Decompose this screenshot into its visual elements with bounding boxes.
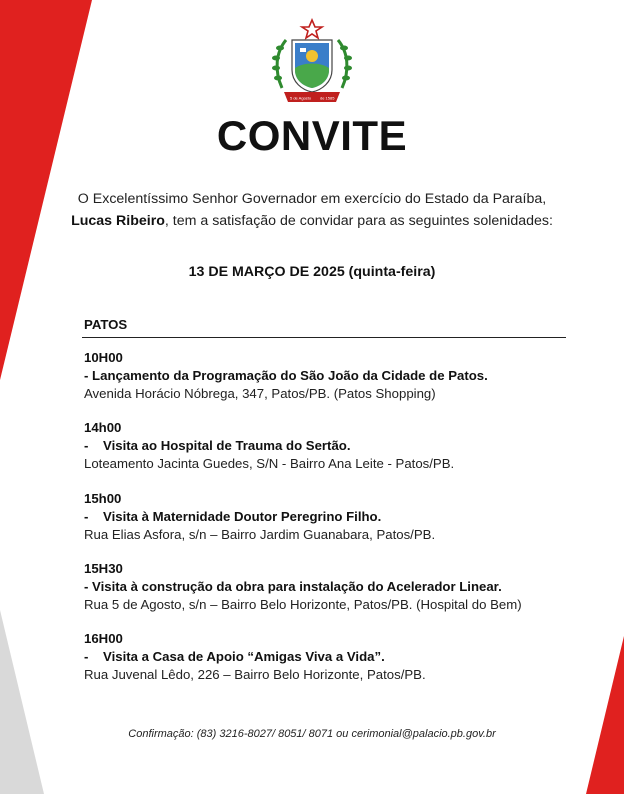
intro-paragraph (60, 188, 564, 232)
event-time: 15h00 (84, 491, 122, 506)
event-address: Avenida Horácio Nóbrega, 347, Patos/PB. (Patos Shopping) (84, 386, 436, 401)
rsvp-footer: Confirmação: (83) 3216-8027/ 8051/ 8071 ou cerimonial@palacio.pb.gov.br (128, 728, 496, 740)
event-time: 14h00 (84, 420, 122, 435)
bottom-left-gray-triangle (0, 610, 44, 794)
state-coat-of-arms-icon (264, 18, 360, 108)
event-title: - Visita a Casa de Apoio “Amigas Viva a Vida”. (84, 649, 385, 664)
event-date: 13 DE MARÇO DE 2025 (quinta-feira) (188, 264, 436, 280)
event-time: 10H00 (84, 350, 123, 365)
event-title: - Visita ao Hospital de Trauma do Sertão. (84, 438, 351, 453)
event-time: 16H00 (84, 631, 123, 646)
event-item (84, 419, 584, 473)
governor-name: Lucas Ribeiro (71, 213, 165, 229)
intro-line-1: O Excelentíssimo Senhor Governador em exercício do Estado da Paraíba, (77, 191, 547, 207)
bottom-right-red-triangle (586, 636, 624, 794)
intro-line-2 (60, 210, 564, 232)
section-divider (82, 337, 566, 338)
event-time: 15H30 (84, 561, 123, 576)
event-address: Rua Elias Asfora, s/n – Bairro Jardim Guanabara, Patos/PB. (84, 527, 436, 542)
city-heading: PATOS (84, 317, 128, 332)
crest-ribbon-left: 5 de Agosto (290, 95, 312, 101)
event-item (84, 349, 584, 403)
page-title: CONVITE (216, 112, 408, 159)
intro-line-2-rest: , tem a satisfação de convidar para as seguintes solenidades: (164, 213, 553, 229)
crest-ribbon-right: de 1585 (320, 95, 335, 101)
event-title: - Visita à Maternidade Doutor Peregrino Filho. (84, 509, 382, 524)
event-address: Loteamento Jacinta Guedes, S/N - Bairro Ana Leite - Patos/PB. (84, 456, 455, 471)
event-address: Rua 5 de Agosto, s/n – Bairro Belo Horizonte, Patos/PB. (Hospital do Bem) (84, 597, 522, 612)
event-item (84, 560, 584, 614)
event-item (84, 490, 584, 544)
event-address: Rua Juvenal Lêdo, 226 – Bairro Belo Horizonte, Patos/PB. (84, 667, 426, 682)
event-title: - Lançamento da Programação do São João da Cidade de Patos. (84, 368, 488, 383)
event-title: - Visita à construção da obra para instalação do Acelerador Linear. (84, 579, 502, 594)
event-item (84, 630, 584, 684)
